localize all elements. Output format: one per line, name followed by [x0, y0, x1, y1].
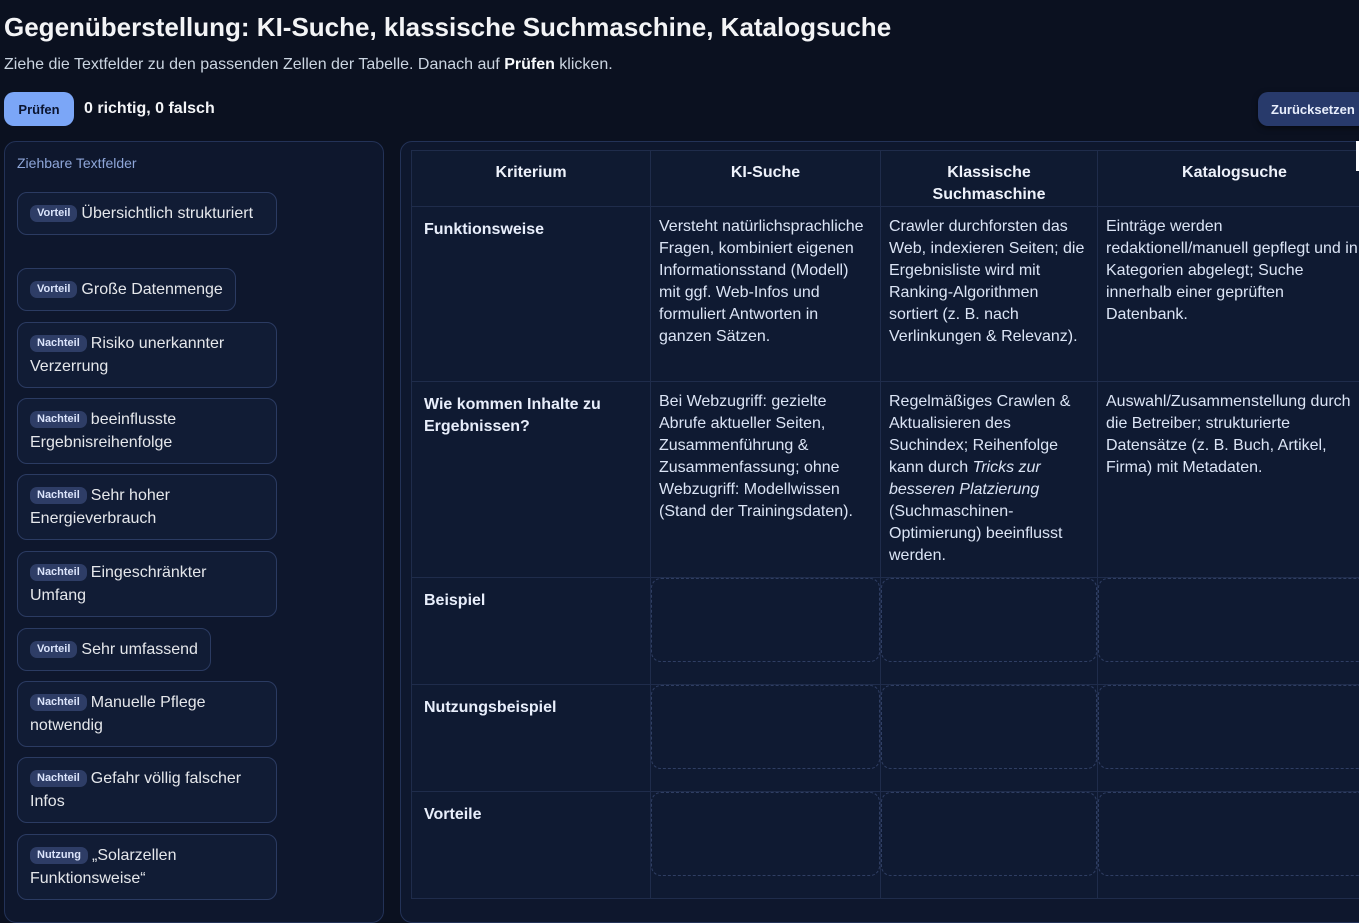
card-badge: Vorteil — [30, 281, 77, 298]
header-criterion: Kriterium — [412, 151, 651, 207]
drop-zone[interactable] — [881, 578, 1097, 662]
card-text: Große Datenmenge — [81, 281, 222, 298]
instructions — [4, 56, 613, 74]
table-cell — [881, 382, 1098, 578]
drop-cell[interactable] — [881, 685, 1098, 792]
instructions-pre: Ziehe die Textfelder zu den passenden Zellen der Tabelle. Danach auf — [4, 56, 504, 73]
table-cell: Versteht natürlichsprachliche Fragen, kombiniert eigenen Informationsstand (Modell) mit ggf. Web-Infos und formuliert Antworten in ganzen Sätzen. — [651, 207, 881, 382]
table-row — [412, 207, 1359, 382]
drop-zone[interactable] — [1098, 578, 1359, 662]
draggable-card[interactable] — [17, 628, 211, 671]
header-catalog-search: Katalogsuche — [1098, 151, 1359, 207]
drop-zone[interactable] — [1098, 792, 1359, 876]
card-badge: Nachteil — [30, 694, 87, 711]
check-button[interactable]: Prüfen — [4, 92, 74, 126]
card-badge: Nachteil — [30, 770, 87, 787]
drop-cell[interactable] — [651, 578, 881, 685]
card-text: beeinflusste Ergebnisreihenfolge — [30, 411, 176, 451]
drop-zone[interactable] — [881, 792, 1097, 876]
card-badge: Nachteil — [30, 487, 87, 504]
card-text: Sehr hoher Energieverbrauch — [30, 487, 170, 527]
draggable-card[interactable] — [17, 834, 277, 900]
draggable-card[interactable] — [17, 192, 277, 235]
table-row — [412, 578, 1359, 685]
draggable-card[interactable] — [17, 398, 277, 464]
cell-emphasis: Tricks zur besseren Platzierung — [889, 459, 1041, 498]
drop-cell[interactable] — [651, 685, 881, 792]
card-text: Gefahr völlig falscher Infos — [30, 770, 241, 810]
panel-heading: Ziehbare Textfelder — [17, 155, 137, 171]
table-cell: Auswahl/Zusammenstellung durch die Betreiber; strukturierte Datensätze (z. B. Buch, Artikel, Firma) mit Metadaten. — [1098, 382, 1359, 578]
table-row — [412, 382, 1359, 578]
row-criterion: Nutzungsbeispiel — [412, 685, 651, 792]
drop-zone[interactable] — [651, 685, 880, 769]
draggable-card[interactable] — [17, 322, 277, 388]
card-badge: Nachteil — [30, 335, 87, 352]
draggable-card[interactable] — [17, 551, 277, 617]
comparison-table — [411, 150, 1359, 899]
card-text: Übersichtlich strukturiert — [81, 205, 253, 222]
comparison-table-panel — [400, 141, 1359, 923]
row-criterion: Vorteile — [412, 792, 651, 899]
drop-zone[interactable] — [881, 685, 1097, 769]
table-cell: Bei Webzugriff: gezielte Abrufe aktueller Seiten, Zusammenführung & Zusammenfassung; ohne Webzugriff: Modellwissen (Stand der Trainingsdaten). — [651, 382, 881, 578]
drop-zone[interactable] — [1098, 685, 1359, 769]
drop-cell[interactable] — [1098, 685, 1359, 792]
score-display: 0 richtig, 0 falsch — [84, 100, 215, 118]
page-title: Gegenüberstellung: KI-Suche, klassische Suchmaschine, Katalogsuche — [4, 12, 891, 43]
cell-text: Regelmäßiges Crawlen & Aktualisieren des Suchindex; Reihenfolge kann durch — [889, 393, 1070, 476]
card-text: Risiko unerkannter Verzerrung — [30, 335, 224, 375]
row-criterion: Wie kommen Inhalte zu Ergebnissen? — [412, 382, 651, 578]
drop-cell[interactable] — [881, 578, 1098, 685]
draggable-card[interactable] — [17, 681, 277, 747]
row-criterion: Beispiel — [412, 578, 651, 685]
card-badge: Vorteil — [30, 205, 77, 222]
instructions-bold: Prüfen — [504, 56, 555, 73]
card-text: Eingeschränkter Umfang — [30, 564, 206, 604]
row-criterion: Funktionsweise — [412, 207, 651, 382]
table-cell: Einträge werden redaktionell/manuell gepflegt und in Kategorien abgelegt; Suche innerhalb einer geprüften Datenbank. — [1098, 207, 1359, 382]
cell-text: (Suchmaschinen-Optimierung) beeinflusst werden. — [889, 503, 1062, 564]
drop-cell[interactable] — [881, 792, 1098, 899]
card-badge: Nutzung — [30, 847, 88, 864]
card-badge: Nachteil — [30, 411, 87, 428]
header-ki-search: KI-Suche — [651, 151, 881, 207]
drop-zone[interactable] — [651, 792, 880, 876]
card-badge: Nachteil — [30, 564, 87, 581]
drop-cell[interactable] — [1098, 792, 1359, 899]
drop-cell[interactable] — [1098, 578, 1359, 685]
instructions-post: klicken. — [555, 56, 613, 73]
draggable-card[interactable] — [17, 757, 277, 823]
card-text: „Solarzellen Funktionsweise“ — [30, 847, 176, 887]
table-row — [412, 685, 1359, 792]
draggable-card[interactable] — [17, 474, 277, 540]
header-classic-search: Klassische Suchmaschine — [881, 151, 1098, 207]
reset-button[interactable]: Zurücksetzen — [1258, 92, 1359, 126]
table-cell: Crawler durchforsten das Web, indexieren Seiten; die Ergebnisliste wird mit Ranking-Algorithmen sortiert (z. B. nach Verlinkungen & Relevanz). — [881, 207, 1098, 382]
draggable-fields-panel — [4, 141, 384, 923]
table-header-row — [412, 151, 1359, 207]
card-badge: Vorteil — [30, 641, 77, 658]
drop-cell[interactable] — [651, 792, 881, 899]
drop-zone[interactable] — [651, 578, 880, 662]
card-text: Manuelle Pflege notwendig — [30, 694, 206, 734]
table-row — [412, 792, 1359, 899]
draggable-card[interactable] — [17, 268, 236, 311]
card-text: Sehr umfassend — [81, 641, 198, 658]
